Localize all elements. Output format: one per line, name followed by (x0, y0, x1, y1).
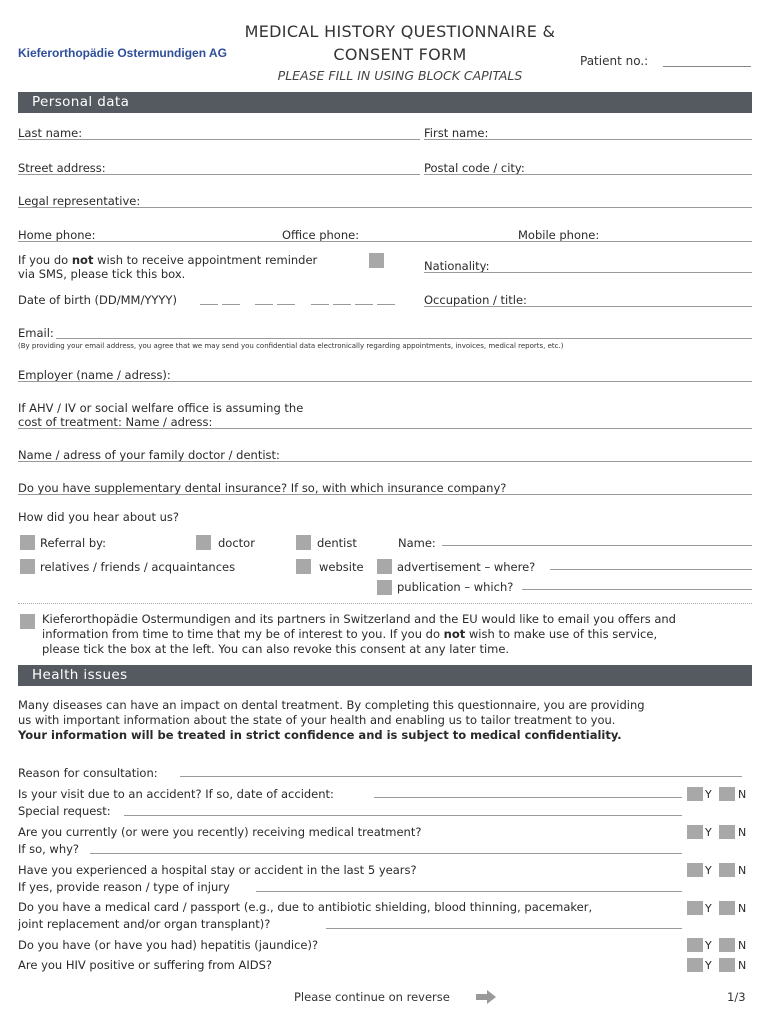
treatment-label: Are you currently (or were you recently) receiving medical treatment? (18, 825, 422, 839)
hospital-yes-label: Y (705, 864, 712, 877)
hospital-reason-field[interactable] (256, 891, 682, 892)
health-intro (18, 698, 645, 743)
ahv-label-line2: cost of treatment: Name / adress: (18, 415, 213, 429)
hospital-yes-checkbox[interactable] (687, 863, 703, 877)
consent-line2-pre: information from time to time that my be of interest to you. If you do (42, 627, 444, 641)
consent-line2 (42, 627, 676, 642)
sms-label-line1 (18, 253, 317, 267)
consent-line2-post: wish to make use of this service, (465, 627, 658, 641)
sms-opt-out-checkbox[interactable] (369, 253, 384, 268)
consent-line3: please tick the box at the left. You can also revoke this consent at any later time. (42, 642, 510, 656)
email-field[interactable] (56, 338, 752, 339)
advertisement-checkbox[interactable] (377, 559, 392, 574)
medical-card-yes-checkbox[interactable] (687, 901, 703, 915)
consent-paragraph (42, 612, 676, 657)
section-health-issues: Health issues (18, 665, 752, 686)
medical-card-no-checkbox[interactable] (719, 901, 735, 915)
referral-name-field[interactable] (442, 545, 752, 546)
hiv-label: Are you HIV positive or suffering from AIDS? (18, 958, 272, 972)
advertisement-field[interactable] (550, 569, 752, 570)
hospital-no-checkbox[interactable] (719, 863, 735, 877)
accident-yes-label: Y (705, 788, 712, 801)
sms-text-post: wish to receive appointment reminder (93, 253, 318, 267)
office-phone-label: Office phone: (282, 228, 360, 242)
treatment-no-checkbox[interactable] (719, 825, 735, 839)
accident-label: Is your visit due to an accident? If so, date of accident: (18, 787, 334, 801)
medical-card-yes-label: Y (705, 902, 712, 915)
last-name-label: Last name: (18, 126, 83, 140)
sms-text-pre: If you do (18, 253, 72, 267)
legal-rep-field[interactable] (18, 207, 752, 208)
doctor-label: doctor (218, 536, 255, 550)
publication-checkbox[interactable] (377, 580, 392, 595)
accident-no-checkbox[interactable] (719, 787, 735, 801)
employer-label: Employer (name / adress): (18, 368, 171, 382)
hospital-reason-label: If yes, provide reason / type of injury (18, 880, 230, 894)
health-intro-line2: us with important information about the state of your health and enabling us to tailor treatment to you. (18, 713, 616, 727)
sms-text-not: not (71, 253, 94, 267)
hospital-label: Have you experienced a hospital stay or accident in the last 5 years? (18, 863, 417, 877)
form-title-line2: CONSENT FORM (333, 45, 467, 64)
website-checkbox[interactable] (296, 559, 311, 574)
marketing-opt-out-checkbox[interactable] (20, 614, 35, 629)
patient-no-label: Patient no.: (580, 54, 649, 68)
dentist-checkbox[interactable] (296, 535, 311, 550)
dob-label: Date of birth (DD/MM/YYYY) (18, 293, 177, 307)
insurance-label: Do you have supplementary dental insurance? If so, with which insurance company? (18, 481, 507, 495)
health-intro-line1: Many diseases can have an impact on dental treatment. By completing this questionnaire, you are providing (18, 698, 645, 712)
medical-card-no-label: N (738, 902, 747, 915)
advertisement-label: advertisement – where? (397, 560, 536, 574)
nationality-field[interactable] (424, 272, 752, 273)
referral-name-label: Name: (398, 536, 436, 550)
postal-field[interactable] (424, 174, 752, 175)
reason-label: Reason for consultation: (18, 766, 158, 780)
family-doctor-label: Name / adress of your family doctor / dentist: (18, 448, 280, 462)
dob-field[interactable] (200, 304, 402, 307)
website-label: website (319, 560, 364, 574)
brand-name: Kieferorthopädie Ostermundigen AG (18, 46, 227, 60)
special-request-label: Special request: (18, 804, 111, 818)
accident-date-field[interactable] (374, 797, 682, 798)
why-field[interactable] (90, 853, 682, 854)
medical-card-label: Do you have a medical card / passport (e.g., due to antibiotic shielding, blood thinning, pacemaker, (18, 900, 593, 914)
sms-label-line2: via SMS, please tick this box. (18, 267, 186, 281)
treatment-yes-label: Y (705, 826, 712, 839)
form-title (200, 20, 600, 66)
postal-label: Postal code / city: (424, 161, 525, 175)
why-label: If so, why? (18, 842, 80, 856)
hiv-yes-label: Y (705, 959, 712, 972)
first-name-field[interactable] (424, 139, 752, 140)
treatment-yes-checkbox[interactable] (687, 825, 703, 839)
relatives-label: relatives / friends / acquaintances (40, 560, 236, 574)
separator (18, 603, 752, 604)
hospital-no-label: N (738, 864, 747, 877)
phone-field[interactable] (18, 241, 752, 242)
hepatitis-no-label: N (738, 939, 747, 952)
mobile-phone-label: Mobile phone: (518, 228, 600, 242)
publication-field[interactable] (522, 589, 752, 590)
page-number: 1/3 (727, 990, 746, 1004)
accident-no-label: N (738, 788, 747, 801)
health-intro-line3: Your information will be treated in strict confidence and is subject to medical confidentiality. (18, 728, 622, 742)
last-name-field[interactable] (18, 139, 420, 140)
hepatitis-no-checkbox[interactable] (719, 938, 735, 952)
insurance-field[interactable] (18, 494, 752, 495)
referral-label: Referral by: (40, 536, 106, 550)
continue-text: Please continue on reverse (294, 990, 450, 1004)
occupation-field[interactable] (424, 306, 752, 307)
consent-line2-not: not (443, 627, 466, 641)
medical-card-field[interactable] (326, 928, 682, 929)
hiv-yes-checkbox[interactable] (687, 958, 703, 972)
medical-card-label-line2: joint replacement and/or organ transplant)? (18, 917, 271, 931)
dentist-label: dentist (317, 536, 357, 550)
email-label: Email: (18, 326, 54, 340)
hiv-no-label: N (738, 959, 747, 972)
reason-field[interactable] (180, 776, 742, 777)
section-personal-data: Personal data (18, 92, 752, 113)
form-title-line1: MEDICAL HISTORY QUESTIONNAIRE & (244, 22, 556, 41)
legal-rep-label: Legal representative: (18, 194, 141, 208)
consent-line1: Kieferorthopädie Ostermundigen and its partners in Switzerland and the EU would like to email you offers and (42, 612, 676, 626)
occupation-label: Occupation / title: (424, 293, 527, 307)
email-note: (By providing your email address, you agree that we may send you confidential data electronically regarding appointments, invoices, medical reports, etc.) (18, 342, 564, 350)
hepatitis-yes-label: Y (705, 939, 712, 952)
hepatitis-label: Do you have (or have you had) hepatitis (jaundice)? (18, 938, 319, 952)
street-label: Street address: (18, 161, 106, 175)
hepatitis-yes-checkbox[interactable] (687, 938, 703, 952)
doctor-checkbox[interactable] (196, 535, 211, 550)
patient-no-field[interactable] (663, 66, 751, 67)
referral-checkbox[interactable] (20, 535, 35, 550)
arrow-right-icon (476, 990, 496, 1004)
hear-about-label: How did you hear about us? (18, 510, 179, 524)
hiv-no-checkbox[interactable] (719, 958, 735, 972)
home-phone-label: Home phone: (18, 228, 96, 242)
form-subtitle: PLEASE FILL IN USING BLOCK CAPITALS (277, 68, 523, 83)
accident-yes-checkbox[interactable] (687, 787, 703, 801)
publication-label: publication – which? (397, 580, 514, 594)
relatives-checkbox[interactable] (20, 559, 35, 574)
special-request-field[interactable] (124, 815, 682, 816)
family-doctor-field[interactable] (18, 461, 752, 462)
first-name-label: First name: (424, 126, 489, 140)
street-field[interactable] (18, 174, 420, 175)
treatment-no-label: N (738, 826, 747, 839)
nationality-label: Nationality: (424, 259, 490, 273)
ahv-label-line1: If AHV / IV or social welfare office is assuming the (18, 401, 304, 415)
ahv-field[interactable] (18, 428, 752, 429)
employer-field[interactable] (18, 381, 752, 382)
